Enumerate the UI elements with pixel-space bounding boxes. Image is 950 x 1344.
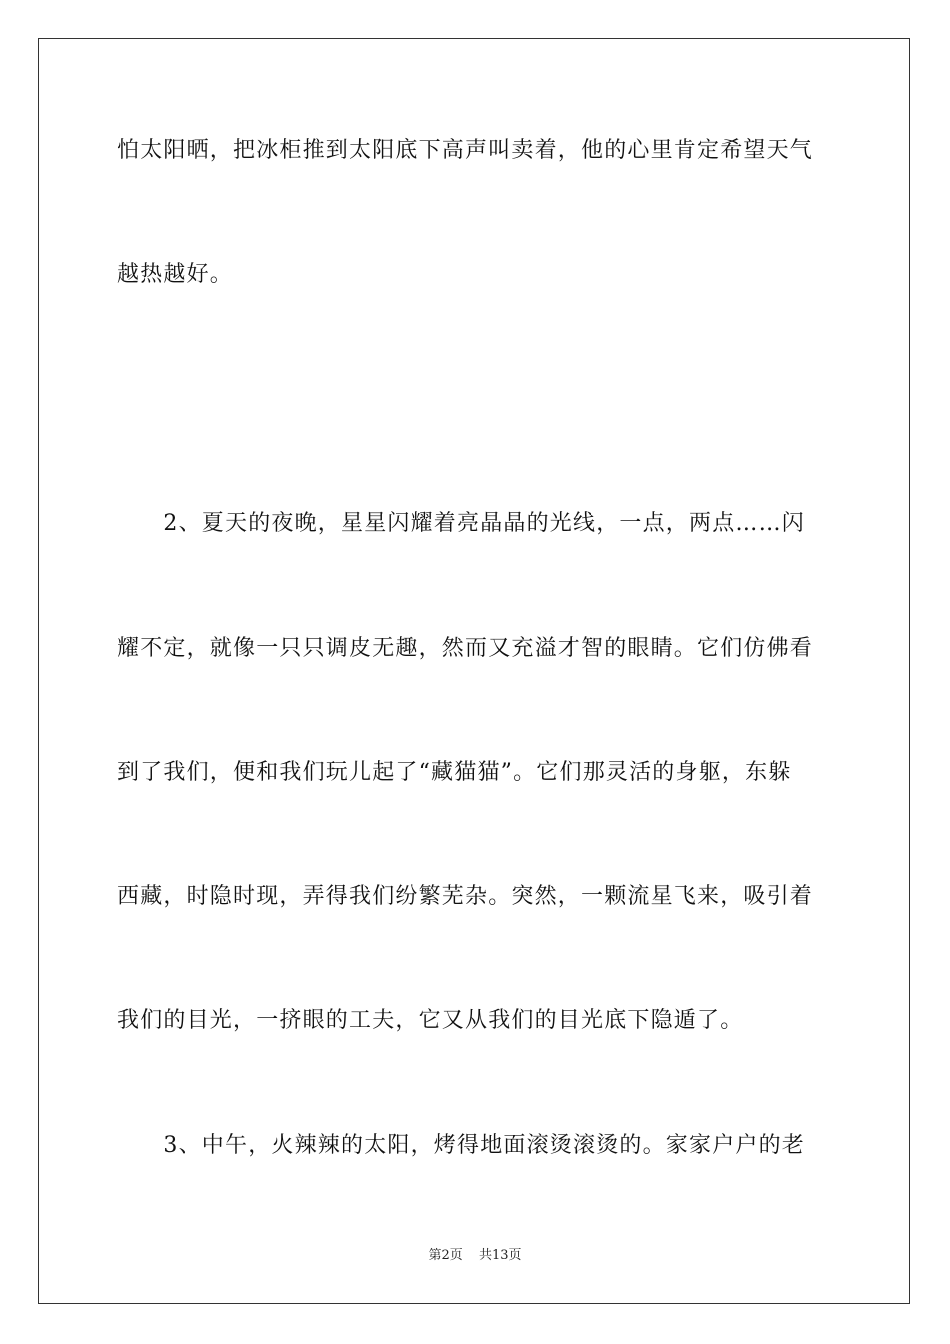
text-line: 西藏，时隐时现，弄得我们纷繁芜杂。突然，一颗流星飞来，吸引着 <box>117 884 814 909</box>
text-line: 我们的目光，一挤眼的工夫，它又从我们的目光底下隐遁了。 <box>117 1008 744 1033</box>
text-line: 到了我们，便和我们玩儿起了“藏猫猫”。它们那灵活的身躯，东躲 <box>117 760 792 785</box>
text-line: 耀不定，就像一只只调皮无趣，然而又充溢才智的眼睛。它们仿佛看 <box>117 636 814 661</box>
page-total: 共13页 <box>478 1248 522 1263</box>
text-line: 越热越好。 <box>117 262 234 287</box>
text-line: 2、夏天的夜晚，星星闪耀着亮晶晶的光线，一点，两点……闪 <box>117 511 805 536</box>
page-number: 第2页 <box>428 1248 463 1263</box>
page-footer <box>0 1247 950 1265</box>
page-border <box>38 38 910 1304</box>
text-line: 怕太阳晒，把冰柜推到太阳底下高声叫卖着，他的心里肯定希望天气 <box>117 138 814 163</box>
text-line: 3、中午，火辣辣的太阳，烤得地面滚烫滚烫的。家家户户的老 <box>117 1133 805 1158</box>
